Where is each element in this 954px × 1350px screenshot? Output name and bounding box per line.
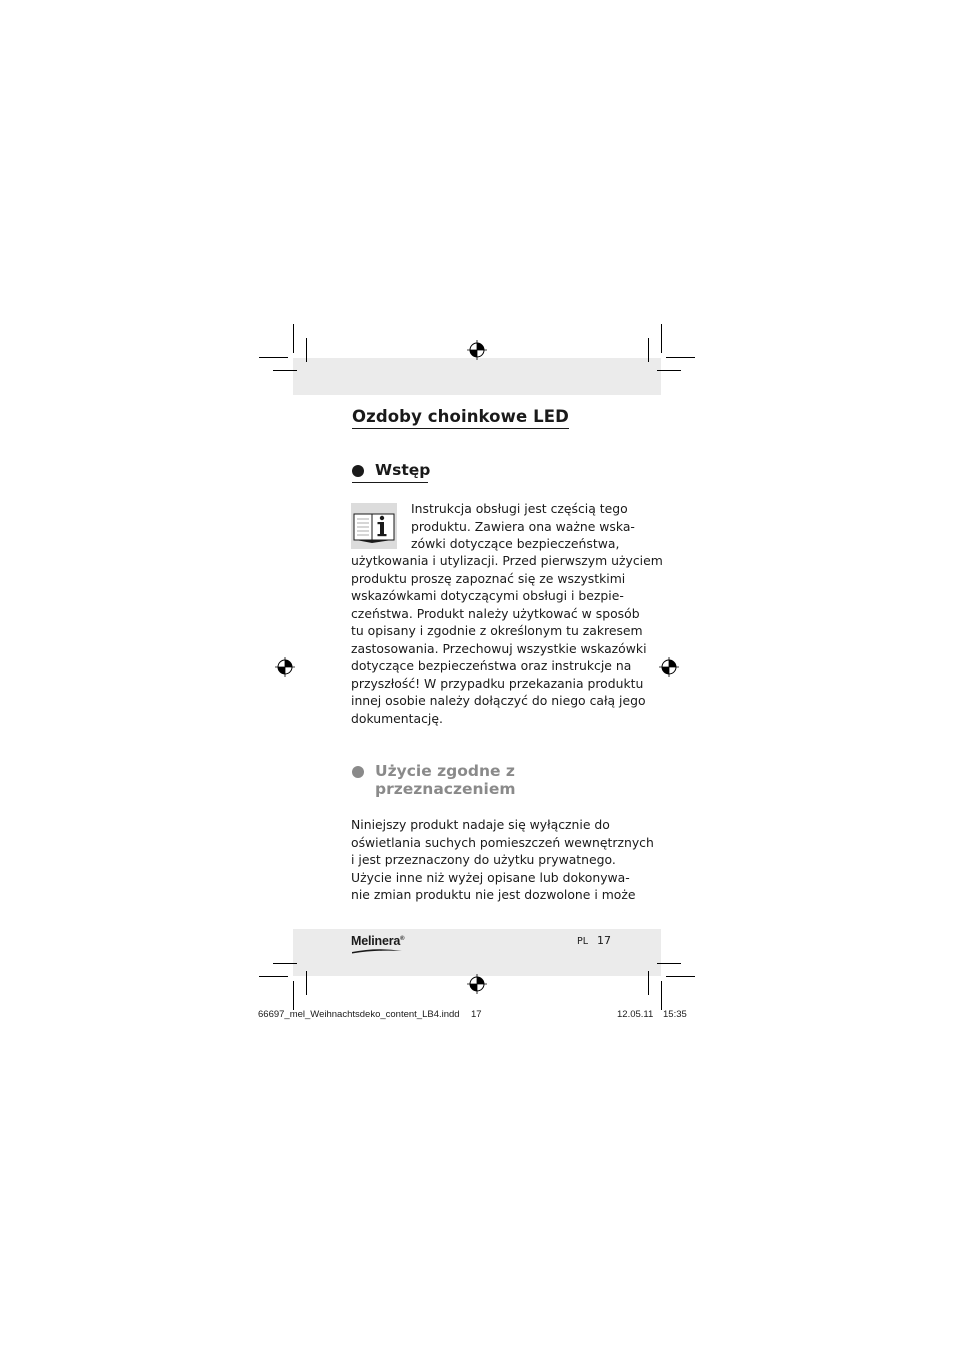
registration-mark-bottom-icon [467, 974, 487, 994]
page-title: Ozdoby choinkowe LED [352, 407, 569, 429]
section-bullet-icon [352, 465, 364, 477]
brand-swoosh-icon [351, 948, 403, 954]
header-band [293, 358, 661, 395]
section-heading-intended-use: Użycie zgodne z przeznaczeniem [375, 762, 516, 798]
intro-paragraph-beside-icon: Instrukcja obsługi jest częścią tego produktu. Zawiera ona ważne wska- zówki dotyczące bezpieczeństwa, [411, 501, 635, 551]
slug-filename: 66697_mel_Weihnachtsdeko_content_LB4.indd [258, 1009, 460, 1020]
section-bullet-gray-icon [352, 766, 364, 778]
brand-logo: Melinera® [351, 934, 405, 948]
slug-page: 17 [471, 1009, 482, 1020]
language-code: PL [577, 936, 589, 947]
intro-paragraph: użytkowania i utylizacji. Przed pierwszym użyciem produktu proszę zapoznać się ze wszystkimi wskazówkami dotyczącymi obsługi i bezpie- czeństwa. Produkt należy użytkować w sposób tu opisany i zgodnie z określonym tu zakresem zastosowania. Przechowuj wszystkie wskazówki dotyczące bezpieczeństwa oraz instrukcje na przyszłość! W przypadku przekazania produktu innej osobie należy dołączyć do niego całą jego dokumentację. [351, 553, 663, 726]
registration-mark-left-icon [275, 657, 295, 677]
section-heading-underline [352, 482, 428, 483]
page-number: 17 [597, 934, 611, 947]
slug-date: 12.05.11 [617, 1009, 654, 1020]
intended-use-paragraph: Niniejszy produkt nadaje się wyłącznie do oświetlania suchych pomieszczeń wewnętrznych i jest przeznaczony do użytku prywatnego. Użycie inne niż wyżej opisane lub dokonywa- nie zmian produktu nie jest dozwolone i może [351, 817, 654, 902]
section-heading-intro: Wstęp [375, 461, 431, 479]
slug-time: 15:35 [663, 1009, 687, 1020]
registration-mark-top-icon [467, 340, 487, 360]
info-book-icon [351, 503, 397, 549]
